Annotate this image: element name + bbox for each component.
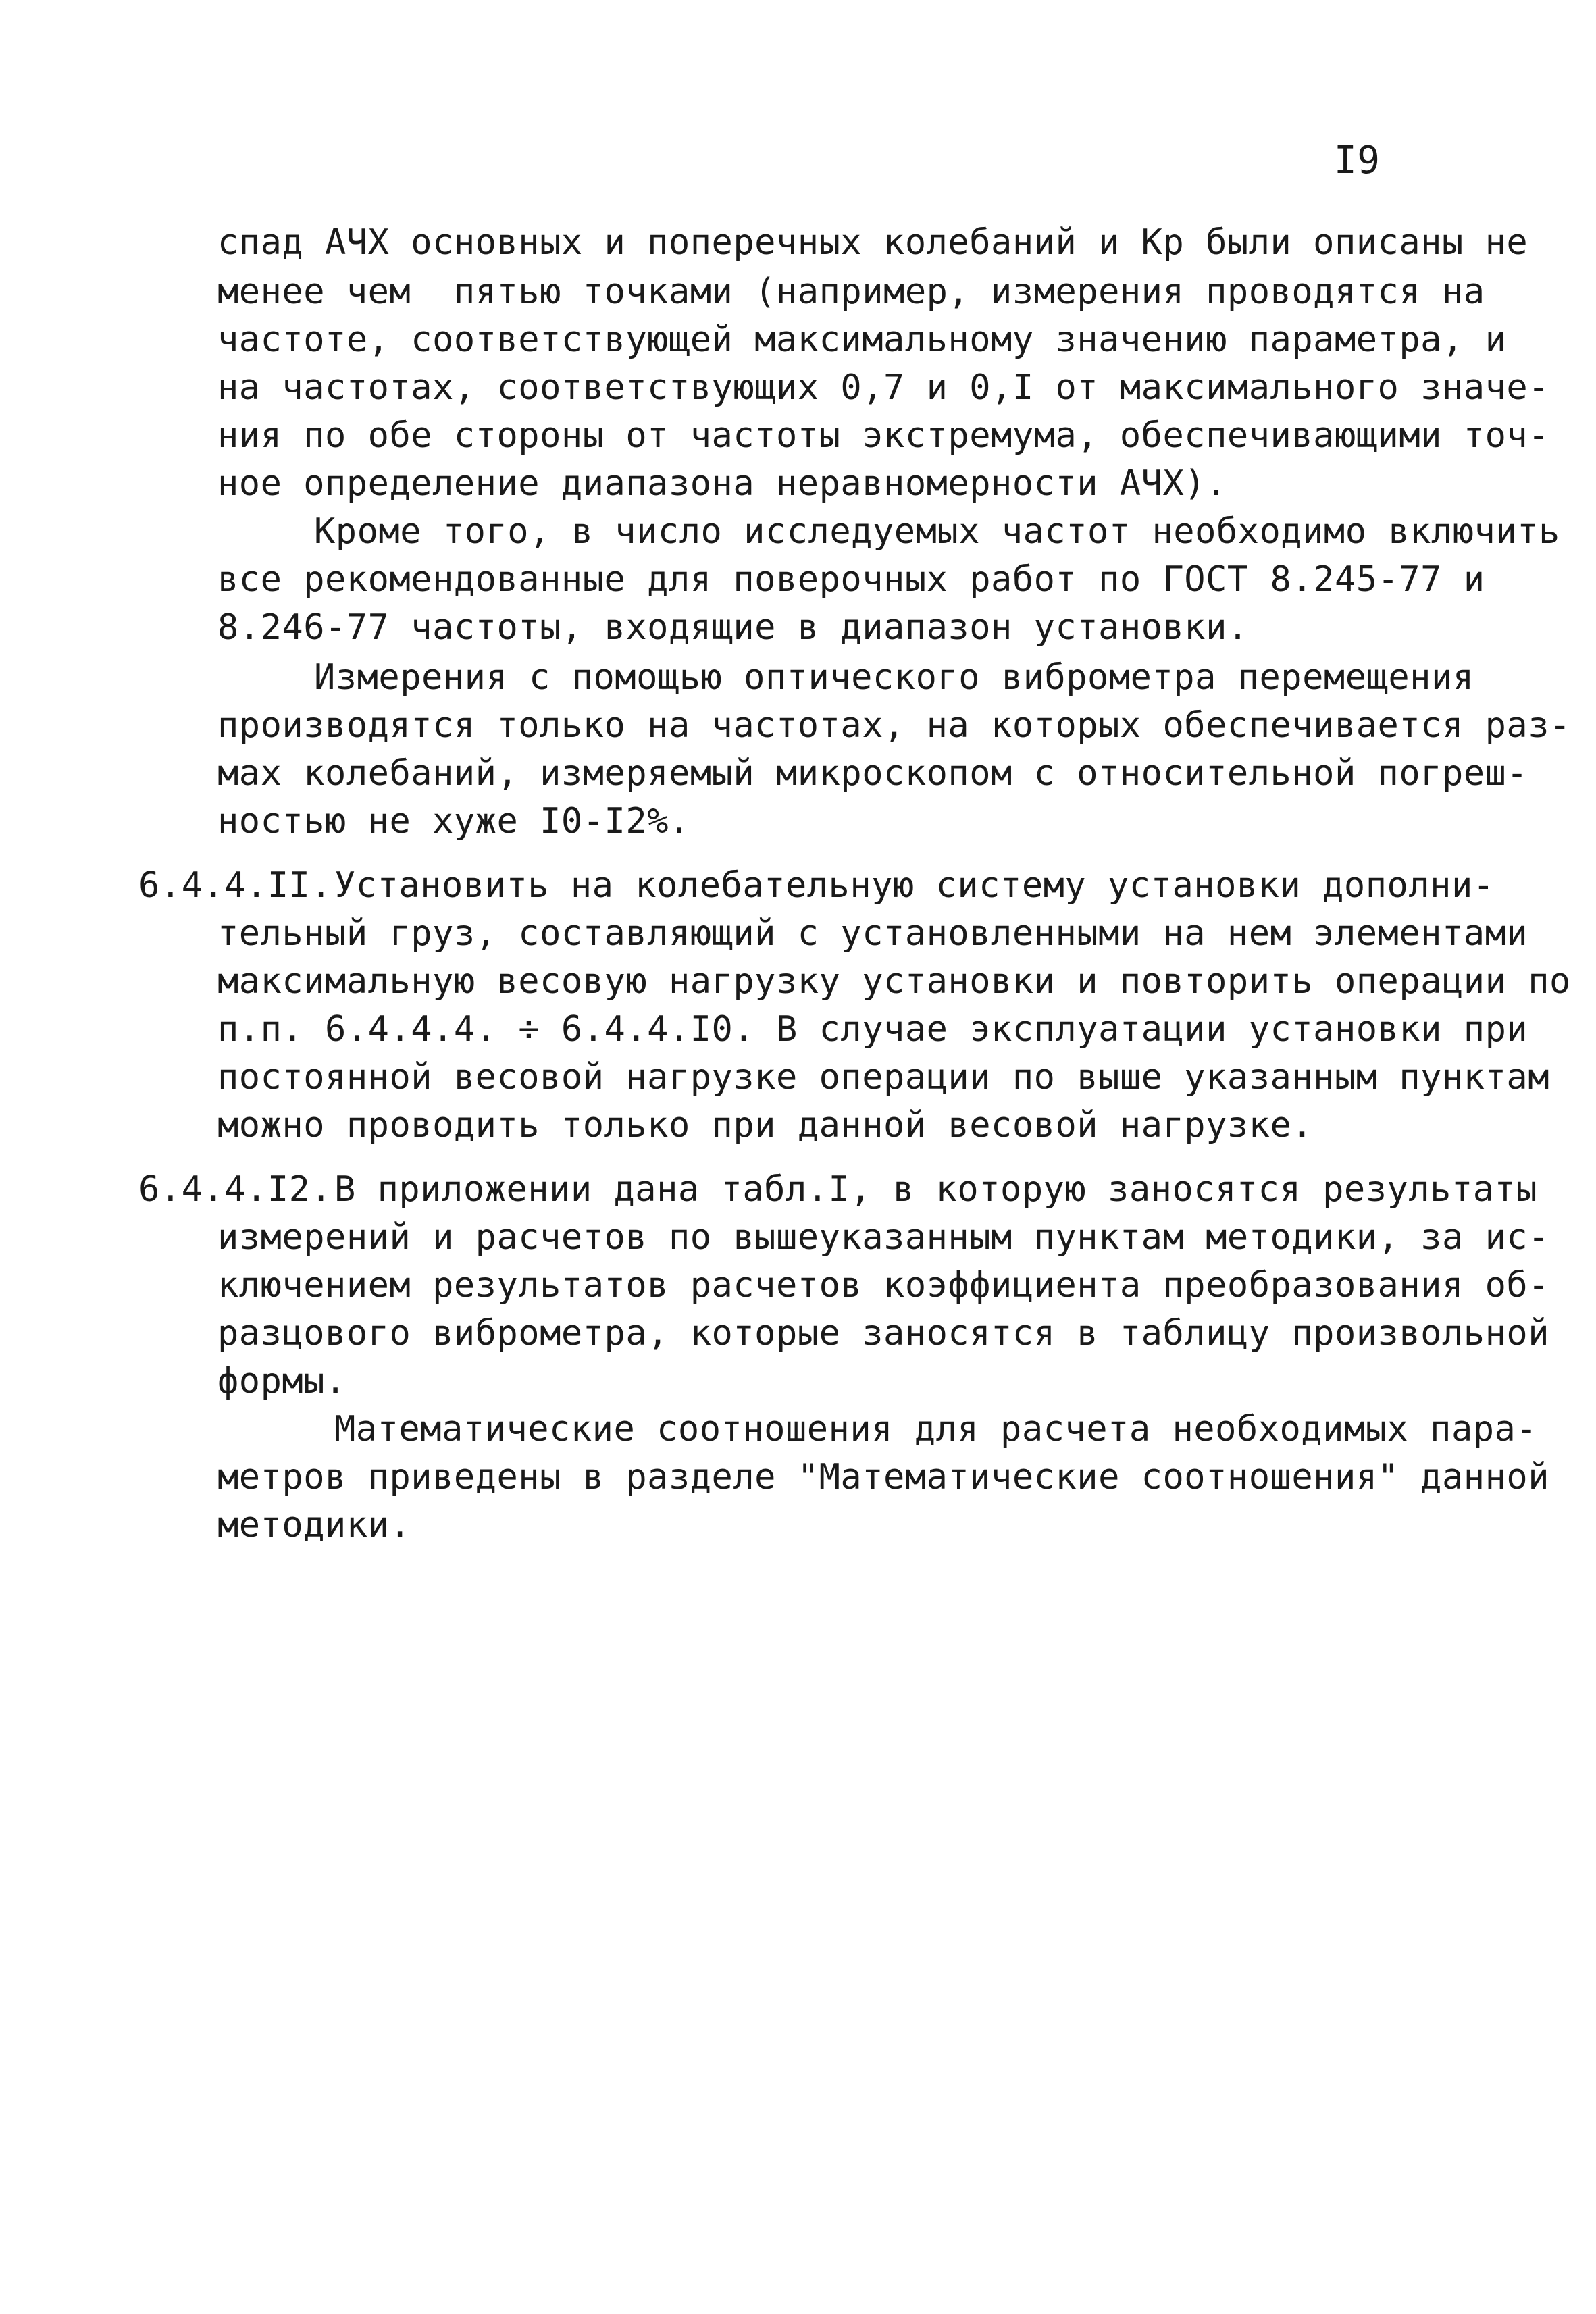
text-line: ностью не хуже I0-I2%. — [217, 801, 690, 842]
text-line: 8.246-77 частоты, входящие в диапазон установки. — [217, 607, 1249, 648]
text-line: ное определение диапазона неравномерности АЧХ). — [217, 463, 1227, 504]
text-line: менее чем пятью точками (например, измерения проводятся на — [217, 272, 1485, 312]
text-line: тельный груз, составляющий с установленными на нем элементами — [217, 913, 1528, 954]
text-line: Кроме того, в число исследуемых частот необходимо включить — [314, 511, 1560, 552]
text-line: Измерения с помощью оптического виброметра перемещения — [314, 657, 1474, 698]
text-line: формы. — [217, 1361, 346, 1402]
text-line: все рекомендованные для поверочных работ по ГОСТ 8.245-77 и — [217, 559, 1485, 600]
text-line: методики. — [217, 1505, 411, 1545]
page-number: I9 — [1334, 138, 1381, 182]
text-line: п.п. 6.4.4.4. ÷ 6.4.4.I0. В случае эксплуатации установки при — [217, 1009, 1528, 1050]
text-line: метров приведены в разделе "Математические соотношения" данной — [217, 1457, 1550, 1497]
text-line: В приложении дана табл.I, в которую заносятся результаты — [334, 1169, 1538, 1210]
text-line: постоянной весовой нагрузке операции по выше указанным пунктам — [217, 1057, 1550, 1098]
text-line: мах колебаний, измеряемый микроскопом с относительной погреш- — [217, 753, 1528, 794]
text-line: ния по обе стороны от частоты экстремума, обеспечивающими точ- — [217, 415, 1550, 456]
text-line: производятся только на частотах, на которых обеспечивается раз- — [217, 705, 1571, 746]
text-line: можно проводить только при данной весовой нагрузке. — [217, 1105, 1314, 1146]
text-line: Установить на колебательную систему установки дополни- — [334, 865, 1495, 906]
text-line: измерений и расчетов по вышеуказанным пунктам методики, за ис- — [217, 1217, 1550, 1258]
text-line: частоте, соответствующей максимальному значению параметра, и — [217, 319, 1507, 360]
text-line: Математические соотношения для расчета необходимых пара- — [334, 1409, 1538, 1449]
text-line: спад АЧХ основных и поперечных колебаний и Кр были описаны не — [217, 222, 1528, 263]
text-line: разцового виброметра, которые заносятся в таблицу произвольной — [217, 1313, 1550, 1354]
section-number: 6.4.4.I2. — [138, 1169, 332, 1210]
text-line: ключением результатов расчетов коэффициента преобразования об- — [217, 1265, 1550, 1306]
text-line: максимальную весовую нагрузку установки и повторить операции по — [217, 961, 1571, 1002]
text-line: на частотах, соответствующих 0,7 и 0,I от максимального значе- — [217, 367, 1550, 408]
section-number: 6.4.4.II. — [138, 865, 332, 906]
